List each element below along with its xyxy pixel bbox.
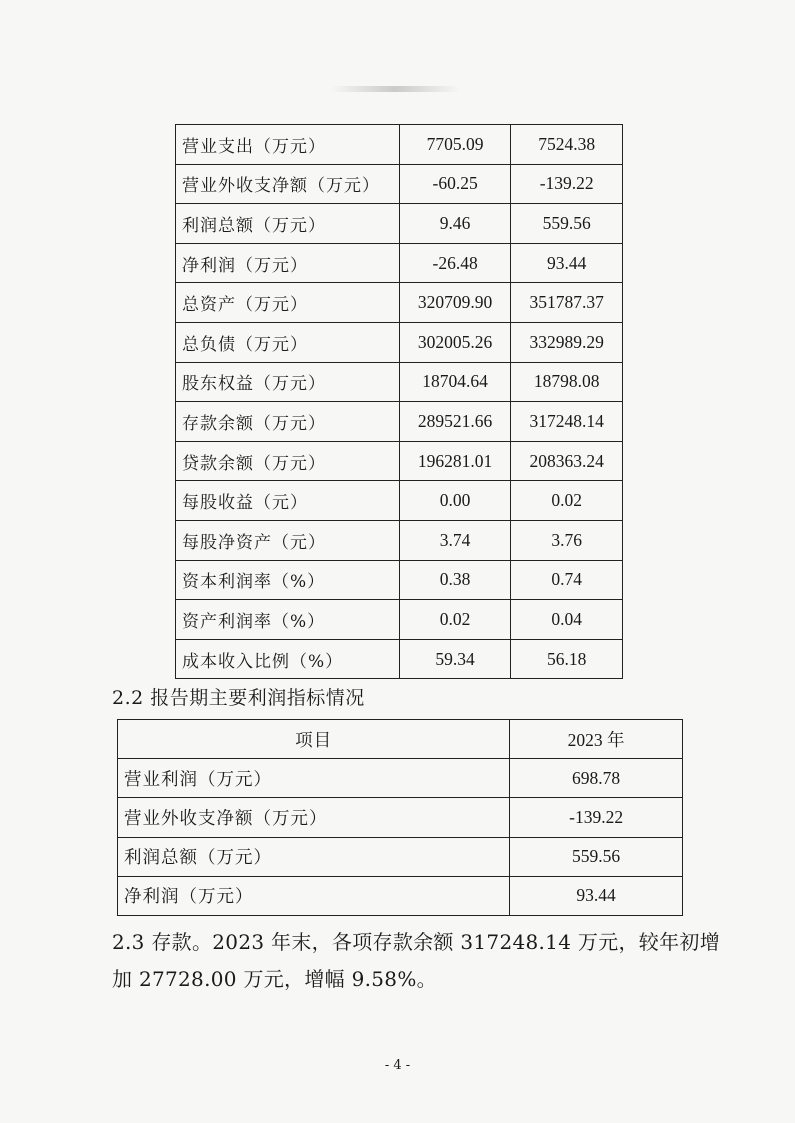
- row-value-prev: 3.74: [399, 520, 511, 560]
- page-number: - 4 -: [384, 1058, 411, 1073]
- row-label: 营业外收支净额（万元）: [118, 798, 510, 837]
- row-value-current: -139.22: [511, 164, 623, 204]
- row-label: 营业外收支净额（万元）: [176, 164, 400, 204]
- row-value-current: 56.18: [511, 639, 623, 679]
- row-value-current: 0.02: [511, 481, 623, 521]
- table-row: [118, 837, 683, 876]
- row-value-current: 332989.29: [511, 322, 623, 362]
- header-year: 2023 年: [510, 720, 683, 759]
- paragraph-line-1: 2.3 存款。2023 年末，各项存款余额 317248.14 万元，较年初增: [112, 930, 720, 954]
- row-value-prev: 289521.66: [399, 402, 511, 442]
- table-row: [176, 283, 623, 323]
- table-row: [176, 441, 623, 481]
- table-row: [118, 798, 683, 837]
- row-label: 总资产（万元）: [176, 283, 400, 323]
- table-row: [176, 481, 623, 521]
- row-label: 总负债（万元）: [176, 322, 400, 362]
- financial-indicators-table: [175, 124, 623, 679]
- table-row: [176, 600, 623, 640]
- table-row: [176, 164, 623, 204]
- row-value-current: 208363.24: [511, 441, 623, 481]
- row-value-current: 0.04: [511, 600, 623, 640]
- paragraph-line-2: 加 27728.00 万元，增幅 9.58%。: [112, 967, 437, 991]
- table-row: [176, 243, 623, 283]
- deposit-paragraph: [112, 924, 720, 998]
- row-value-prev: 196281.01: [399, 441, 511, 481]
- table-row: [176, 362, 623, 402]
- row-value-prev: 59.34: [399, 639, 511, 679]
- row-label: 资产利润率（%）: [176, 600, 400, 640]
- table-row: [118, 759, 683, 798]
- table-row: [176, 402, 623, 442]
- table-row: [118, 876, 683, 915]
- table-header-row: [118, 720, 683, 759]
- table-row: [176, 204, 623, 244]
- row-value: -139.22: [510, 798, 683, 837]
- row-value-prev: -26.48: [399, 243, 511, 283]
- row-value-prev: -60.25: [399, 164, 511, 204]
- row-value-prev: 0.02: [399, 600, 511, 640]
- row-value: 698.78: [510, 759, 683, 798]
- row-value-current: 3.76: [511, 520, 623, 560]
- row-value-prev: 0.38: [399, 560, 511, 600]
- row-value-current: 0.74: [511, 560, 623, 600]
- row-value-prev: 7705.09: [399, 125, 511, 165]
- table-row: [176, 125, 623, 165]
- row-label: 利润总额（万元）: [176, 204, 400, 244]
- row-value-current: 351787.37: [511, 283, 623, 323]
- row-label: 存款余额（万元）: [176, 402, 400, 442]
- row-value-current: 7524.38: [511, 125, 623, 165]
- header-item: 项目: [118, 720, 510, 759]
- row-label: 净利润（万元）: [176, 243, 400, 283]
- row-label: 每股收益（元）: [176, 481, 400, 521]
- row-value-current: 18798.08: [511, 362, 623, 402]
- profit-indicators-table: [117, 719, 683, 916]
- row-value-prev: 18704.64: [399, 362, 511, 402]
- row-label: 净利润（万元）: [118, 876, 510, 915]
- row-value: 93.44: [510, 876, 683, 915]
- row-label: 股东权益（万元）: [176, 362, 400, 402]
- row-label: 利润总额（万元）: [118, 837, 510, 876]
- row-label: 营业利润（万元）: [118, 759, 510, 798]
- row-label: 贷款余额（万元）: [176, 441, 400, 481]
- table-row: [176, 520, 623, 560]
- row-value-current: 559.56: [511, 204, 623, 244]
- row-value-prev: 0.00: [399, 481, 511, 521]
- row-label: 成本收入比例（%）: [176, 639, 400, 679]
- row-label: 营业支出（万元）: [176, 125, 400, 165]
- row-label: 资本利润率（%）: [176, 560, 400, 600]
- section-heading-2-2: 2.2 报告期主要利润指标情况: [112, 687, 365, 709]
- table-row: [176, 560, 623, 600]
- table-row: [176, 639, 623, 679]
- row-value-prev: 302005.26: [399, 322, 511, 362]
- row-value-prev: 9.46: [399, 204, 511, 244]
- row-label: 每股净资产（元）: [176, 520, 400, 560]
- scan-smudge: [330, 86, 460, 92]
- row-value-current: 317248.14: [511, 402, 623, 442]
- row-value: 559.56: [510, 837, 683, 876]
- table-row: [176, 322, 623, 362]
- row-value-prev: 320709.90: [399, 283, 511, 323]
- row-value-current: 93.44: [511, 243, 623, 283]
